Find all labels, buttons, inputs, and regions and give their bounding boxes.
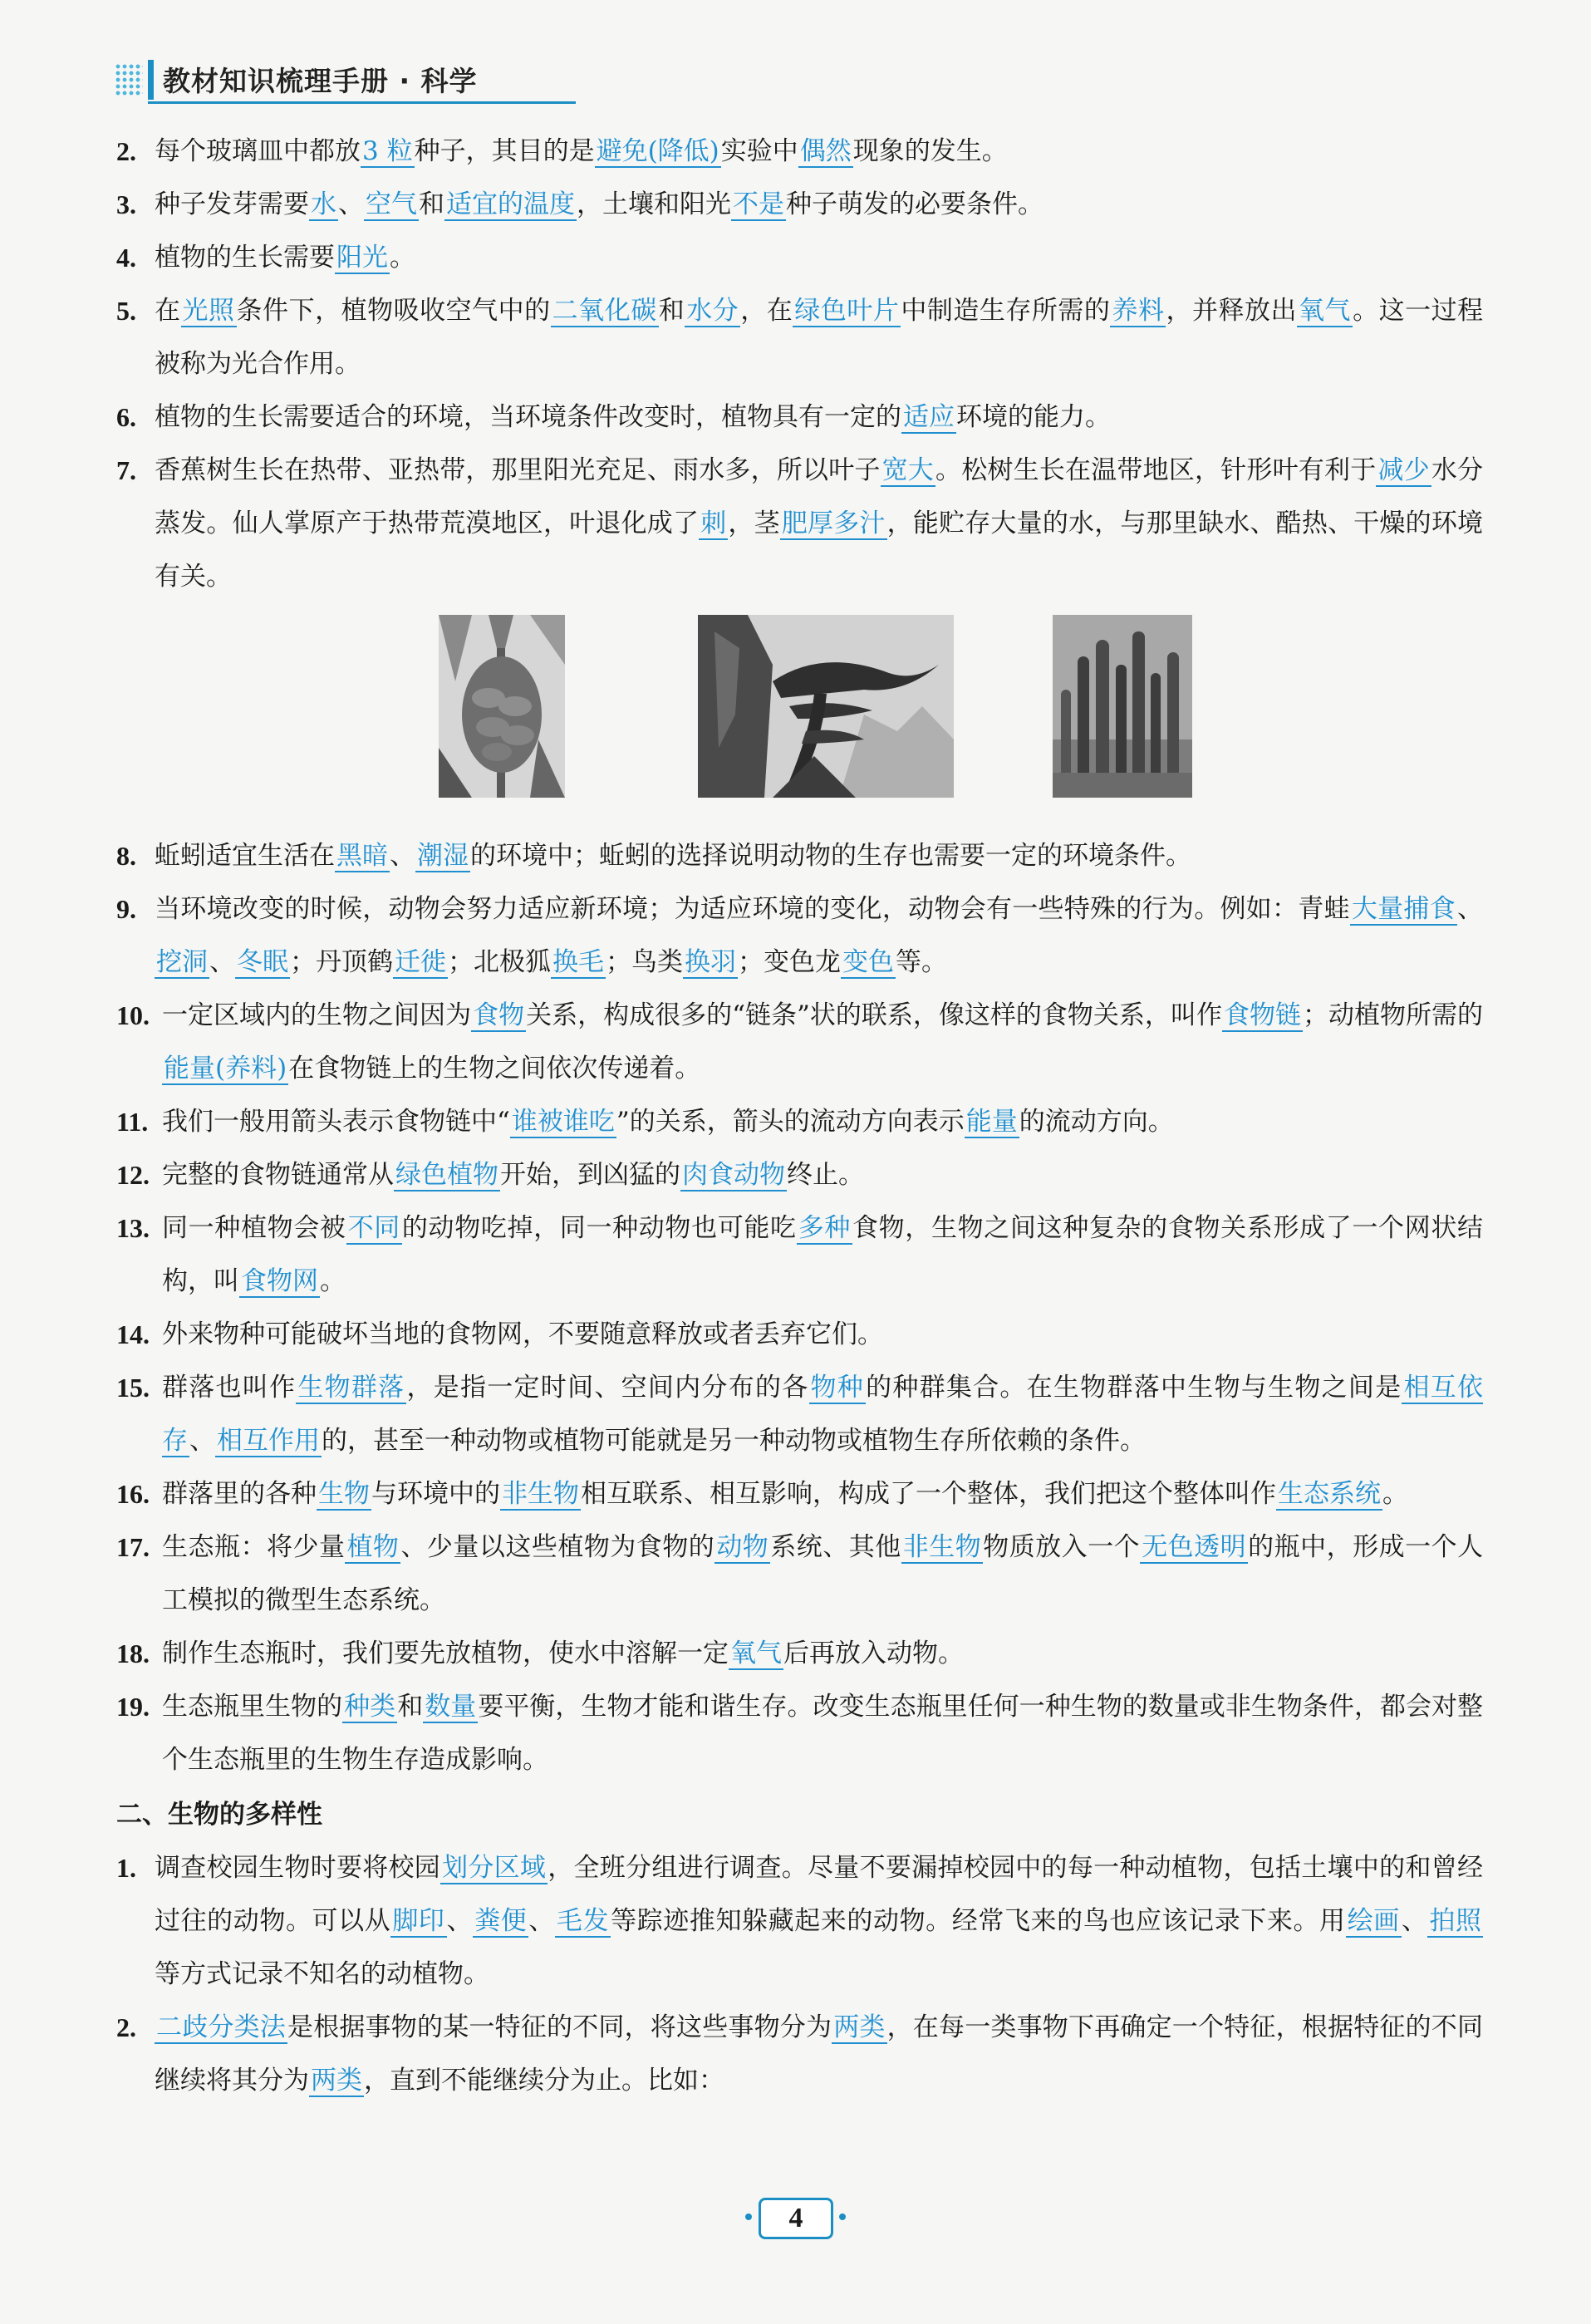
running-header — [115, 58, 478, 105]
page-number-dot-right — [839, 2213, 846, 2220]
answer-blank: 冬眠 — [237, 947, 288, 977]
item-text: 。松树生长在温带地区，针形叶有利于 — [935, 455, 1377, 485]
item-number: 17. — [116, 1532, 150, 1562]
header-title: 教材知识梳理手册 · 科学 — [163, 65, 478, 97]
answer-blank: 生物 — [318, 1479, 370, 1509]
item-text: 终止。 — [787, 1160, 864, 1190]
list-item — [116, 178, 1483, 231]
answer-blank: 适宜的温度 — [446, 189, 575, 219]
item-text: 相互联系、相互影响，构成了一个整体，我们把这个整体叫作 — [581, 1479, 1276, 1509]
item-text: ”的关系，箭头的流动方向表示 — [616, 1107, 965, 1137]
item-text: 要平衡，生物才能和谐生存。改变生态瓶里任何一种生物的数量或非生物条件，都会对整个生态瓶里的生物生存造成影响。 — [162, 1692, 1484, 1775]
answer-blank: 动物 — [716, 1532, 769, 1562]
item-text: 在 — [155, 296, 181, 326]
item-text: 等踪迹推知躲藏起来的动物。经常飞来的鸟也应该记录下来。用 — [611, 1906, 1346, 1936]
item-number: 3. — [116, 189, 136, 219]
item-text: 、 — [1457, 894, 1483, 924]
item-text: 种子，其目的是 — [414, 136, 595, 166]
item-number: 16. — [116, 1479, 150, 1509]
answer-blank: 两类 — [311, 2066, 362, 2096]
item-number: 15. — [116, 1373, 150, 1403]
answer-blank: 变色 — [842, 947, 894, 977]
item-text: ，能贮存大量的水，与那里缺水、酷热、干燥的环境有关。 — [155, 509, 1484, 592]
answer-blank: 绿色植物 — [395, 1160, 498, 1190]
answer-blank: 能量 — [965, 1107, 1018, 1137]
answer-blank: 数量 — [425, 1692, 477, 1722]
answer-blank: 划分区域 — [442, 1853, 547, 1883]
answer-blank: 换毛 — [552, 947, 604, 977]
item-text: ；动植物所需的 — [1302, 1000, 1484, 1030]
item-number: 6. — [116, 402, 136, 432]
list-item — [116, 829, 1483, 882]
item-text: 、 — [390, 841, 415, 871]
answer-blank: 二歧分类法 — [156, 2012, 286, 2042]
answer-blank: 相互依存 — [162, 1373, 1484, 1456]
answer-blank: 换羽 — [685, 947, 736, 977]
item-text: 在食物链上的生物之间依次传递着。 — [288, 1054, 701, 1083]
list-item — [116, 882, 1483, 989]
answer-blank: 拍照 — [1429, 1906, 1482, 1936]
item-text: 、 — [338, 189, 364, 219]
item-number: 13. — [116, 1213, 150, 1243]
answer-blank: 光照 — [182, 296, 235, 326]
answer-blank: 脚印 — [392, 1906, 445, 1936]
answer-blank: 多种 — [798, 1213, 851, 1243]
item-text: 生态瓶里生物的 — [162, 1692, 343, 1722]
answer-blank: 氧气 — [730, 1639, 782, 1668]
item-text: 环境的能力。 — [956, 402, 1111, 432]
item-text: 、少量以这些植物为食物的 — [400, 1532, 715, 1562]
item-text: ，直到不能继续分为止。比如： — [364, 2066, 724, 2096]
answer-blank: 两类 — [833, 2012, 886, 2042]
item-text: 和 — [419, 189, 444, 219]
item-text: 的，甚至一种动物或植物可能就是另一种动物或植物生存所依赖的条件。 — [322, 1426, 1146, 1456]
list-item — [116, 1467, 1483, 1521]
photo-row — [116, 615, 1483, 814]
item-text: 种子发芽需要 — [155, 189, 309, 219]
list-item — [116, 1201, 1483, 1308]
list-item — [116, 1627, 1483, 1680]
item-number: 4. — [116, 243, 136, 273]
item-text: ；变色龙 — [738, 947, 841, 977]
item-text: 。 — [320, 1266, 346, 1296]
answer-blank: 绿色叶片 — [794, 296, 900, 326]
answer-blank: 适应 — [903, 402, 955, 432]
list-item — [116, 1095, 1483, 1148]
item-text: 条件下，植物吸收空气中的 — [236, 296, 551, 326]
answer-blank: 肥厚多汁 — [781, 509, 886, 538]
item-text: ，土壤和阳光 — [577, 189, 731, 219]
item-number: 19. — [116, 1692, 150, 1722]
page-footer — [0, 2198, 1591, 2239]
item-text: ，并释放出 — [1166, 296, 1298, 326]
item-number: 2. — [116, 2012, 136, 2042]
item-text: 植物的生长需要 — [155, 243, 335, 273]
item-text: 、 — [446, 1906, 474, 1936]
item-text: 现象的发生。 — [852, 136, 1008, 166]
item-text: 群落也叫作 — [162, 1373, 297, 1403]
answer-blank: 相互作用 — [217, 1426, 320, 1456]
item-text: 实验中 — [720, 136, 798, 166]
item-text: ，在每一类事物下再确定一个特征，根据特征的不同继续将其分为 — [155, 2012, 1484, 2096]
item-text: 后再放入动物。 — [783, 1639, 964, 1668]
item-text: 外来物种可能破坏当地的食物网，不要随意释放或者丢弃它们。 — [162, 1319, 883, 1349]
item-text: 一定区域内的生物之间因为 — [162, 1000, 472, 1030]
item-text: 与环境中的 — [371, 1479, 500, 1509]
item-text: 蚯蚓适宜生活在 — [155, 841, 335, 871]
item-number: 10. — [116, 1000, 150, 1030]
item-text: 、 — [189, 1426, 215, 1456]
answer-blank: 阳光 — [336, 243, 388, 273]
item-text: 的环境中；蚯蚓的选择说明动物的生存也需要一定的环境条件。 — [470, 841, 1191, 871]
answer-blank: 肉食动物 — [682, 1160, 785, 1190]
item-number: 11. — [116, 1107, 149, 1137]
item-number: 8. — [116, 841, 136, 871]
answer-blank: 水 — [311, 189, 336, 219]
answer-blank: 迁徙 — [395, 947, 446, 977]
item-text: 、 — [1401, 1906, 1428, 1936]
item-text: 制作生态瓶时，我们要先放植物，使水中溶解一定 — [162, 1639, 729, 1668]
item-text: 调查校园生物时要将校园 — [155, 1853, 441, 1883]
list-item — [116, 231, 1483, 284]
item-text: 。这一过程被称为光合作用。 — [155, 296, 1484, 379]
item-number: 7. — [116, 455, 136, 485]
item-text: 每个玻璃皿中都放 — [155, 136, 361, 166]
item-text: ，茎 — [728, 509, 780, 538]
answer-blank: 宽大 — [881, 455, 935, 485]
item-text: 。 — [1382, 1479, 1408, 1509]
item-text: 关系，构成很多的“链条”状的联系，像这样的食物关系，叫作 — [526, 1000, 1222, 1030]
list-item — [116, 444, 1483, 603]
item-text: ；鸟类 — [606, 947, 683, 977]
answer-blank: 能量(养料) — [164, 1054, 287, 1083]
list-item — [116, 1308, 1483, 1361]
answer-blank: 生态系统 — [1278, 1479, 1381, 1509]
answer-blank: 生物群落 — [297, 1373, 405, 1403]
item-text: 等。 — [896, 947, 947, 977]
section-heading: 二、生物的多样性 — [116, 1800, 322, 1830]
list-item — [116, 1361, 1483, 1467]
answer-blank: 毛发 — [556, 1906, 610, 1936]
item-number: 1. — [116, 1853, 136, 1883]
answer-blank: 水分 — [686, 296, 739, 326]
answer-blank: 避免(降低) — [596, 136, 719, 166]
item-number: 18. — [116, 1639, 150, 1668]
answer-blank: 空气 — [366, 189, 417, 219]
answer-blank: 食物网 — [241, 1266, 318, 1296]
item-text: 生态瓶：将少量 — [162, 1532, 346, 1562]
answer-blank: 不是 — [733, 189, 784, 219]
item-text: ；北极狐 — [448, 947, 551, 977]
answer-blank: 3 粒 — [362, 136, 413, 166]
item-text: 的种群集合。在生物群落中生物与生物之间是 — [866, 1373, 1402, 1403]
list-item — [116, 1148, 1483, 1201]
item-text: 、 — [528, 1906, 555, 1936]
answer-blank: 氧气 — [1299, 296, 1352, 326]
list-item — [116, 989, 1483, 1095]
item-text: 。 — [390, 243, 415, 273]
item-text: 中制造生存所需的 — [901, 296, 1111, 326]
item-text: ，全班分组进行调查。尽量不要漏掉校园中的每一种动植物，包括土壤中的和曾经过往的动物。可以从 — [155, 1853, 1484, 1936]
item-text: 完整的食物链通常从 — [162, 1160, 394, 1190]
item-number: 5. — [116, 296, 136, 326]
item-text: 的瓶中，形成一个人工模拟的微型生态系统。 — [162, 1532, 1484, 1615]
answer-blank: 非生物 — [502, 1479, 579, 1509]
answer-blank: 黑暗 — [336, 841, 388, 871]
item-text: 和 — [397, 1692, 424, 1722]
item-text: ，是指一定时间、空间内分布的各 — [406, 1373, 809, 1403]
item-list-bottom — [116, 1841, 1483, 2107]
dot-grid-ornament — [115, 63, 143, 96]
list-item — [116, 1521, 1483, 1627]
item-text: 我们一般用箭头表示食物链中“ — [162, 1107, 510, 1137]
page-number-dot-left — [745, 2213, 752, 2220]
list-item — [116, 391, 1483, 444]
page-number: 4 — [759, 2198, 833, 2239]
answer-blank: 绘画 — [1347, 1906, 1400, 1936]
header-accent-bar — [148, 60, 154, 100]
answer-blank: 挖洞 — [156, 947, 208, 977]
content — [116, 125, 1483, 2107]
answer-blank: 刺 — [700, 509, 727, 538]
answer-blank: 不同 — [347, 1213, 400, 1243]
item-text: 系统、其他 — [770, 1532, 901, 1562]
item-text: 和 — [658, 296, 685, 326]
item-number: 9. — [116, 894, 136, 924]
item-text: 当环境改变的时候，动物会努力适应新环境；为适应环境的变化，动物会有一些特殊的行为。例如：青蛙 — [155, 894, 1350, 924]
item-text: 植物的生长需要适合的环境，当环境条件改变时，植物具有一定的 — [155, 402, 901, 432]
answer-blank: 养料 — [1112, 296, 1165, 326]
item-text: 物质放入一个 — [983, 1532, 1141, 1562]
answer-blank: 减少 — [1377, 455, 1430, 485]
item-number: 14. — [116, 1319, 150, 1349]
answer-blank: 非生物 — [902, 1532, 982, 1562]
item-number: 2. — [116, 136, 136, 166]
item-list-mid — [116, 829, 1483, 1786]
item-list-top — [116, 125, 1483, 603]
item-text: ，在 — [740, 296, 793, 326]
item-text: 的流动方向。 — [1019, 1107, 1174, 1137]
list-item — [116, 2001, 1483, 2107]
item-text: 香蕉树生长在热带、亚热带，那里阳光充足、雨水多，所以叶子 — [155, 455, 881, 485]
pine-tree-photo — [698, 615, 954, 798]
item-text: 开始，到凶猛的 — [500, 1160, 680, 1190]
cactus-photo — [1053, 615, 1192, 798]
item-text: 群落里的各种 — [162, 1479, 317, 1509]
answer-blank: 物种 — [810, 1373, 865, 1403]
banana-tree-photo — [439, 615, 565, 798]
answer-blank: 谁被谁吃 — [511, 1107, 615, 1137]
item-text: 种子萌发的必要条件。 — [786, 189, 1043, 219]
item-text: 的动物吃掉，同一种动物也可能吃 — [401, 1213, 797, 1243]
answer-blank: 食物链 — [1223, 1000, 1301, 1030]
answer-blank: 种类 — [344, 1692, 396, 1722]
answer-blank: 大量捕食 — [1351, 894, 1456, 924]
item-number: 12. — [116, 1160, 150, 1190]
list-item — [116, 284, 1483, 391]
answer-blank: 无色透明 — [1142, 1532, 1247, 1562]
item-text: 水分蒸发。仙人掌原产于热带荒漠地区，叶退化成了 — [155, 455, 1484, 538]
list-item — [116, 1841, 1483, 2001]
item-text: 、 — [209, 947, 235, 977]
answer-blank: 偶然 — [799, 136, 852, 166]
answer-blank: 二氧化碳 — [552, 296, 657, 326]
item-text: 食物，生物之间这种复杂的食物关系形成了一个网状结构，叫 — [162, 1213, 1484, 1296]
answer-blank: 食物 — [473, 1000, 525, 1030]
header-underline — [148, 101, 576, 104]
item-text: 同一种植物会被 — [162, 1213, 346, 1243]
answer-blank: 植物 — [346, 1532, 400, 1562]
answer-blank: 粪便 — [474, 1906, 528, 1936]
answer-blank: 潮湿 — [417, 841, 469, 871]
list-item — [116, 125, 1483, 178]
item-text: 是根据事物的某一特征的不同，将这些事物分为 — [287, 2012, 832, 2042]
item-text: ；丹顶鹤 — [290, 947, 393, 977]
item-text: 等方式记录不知名的动植物。 — [155, 1959, 489, 1989]
list-item — [116, 1680, 1483, 1786]
